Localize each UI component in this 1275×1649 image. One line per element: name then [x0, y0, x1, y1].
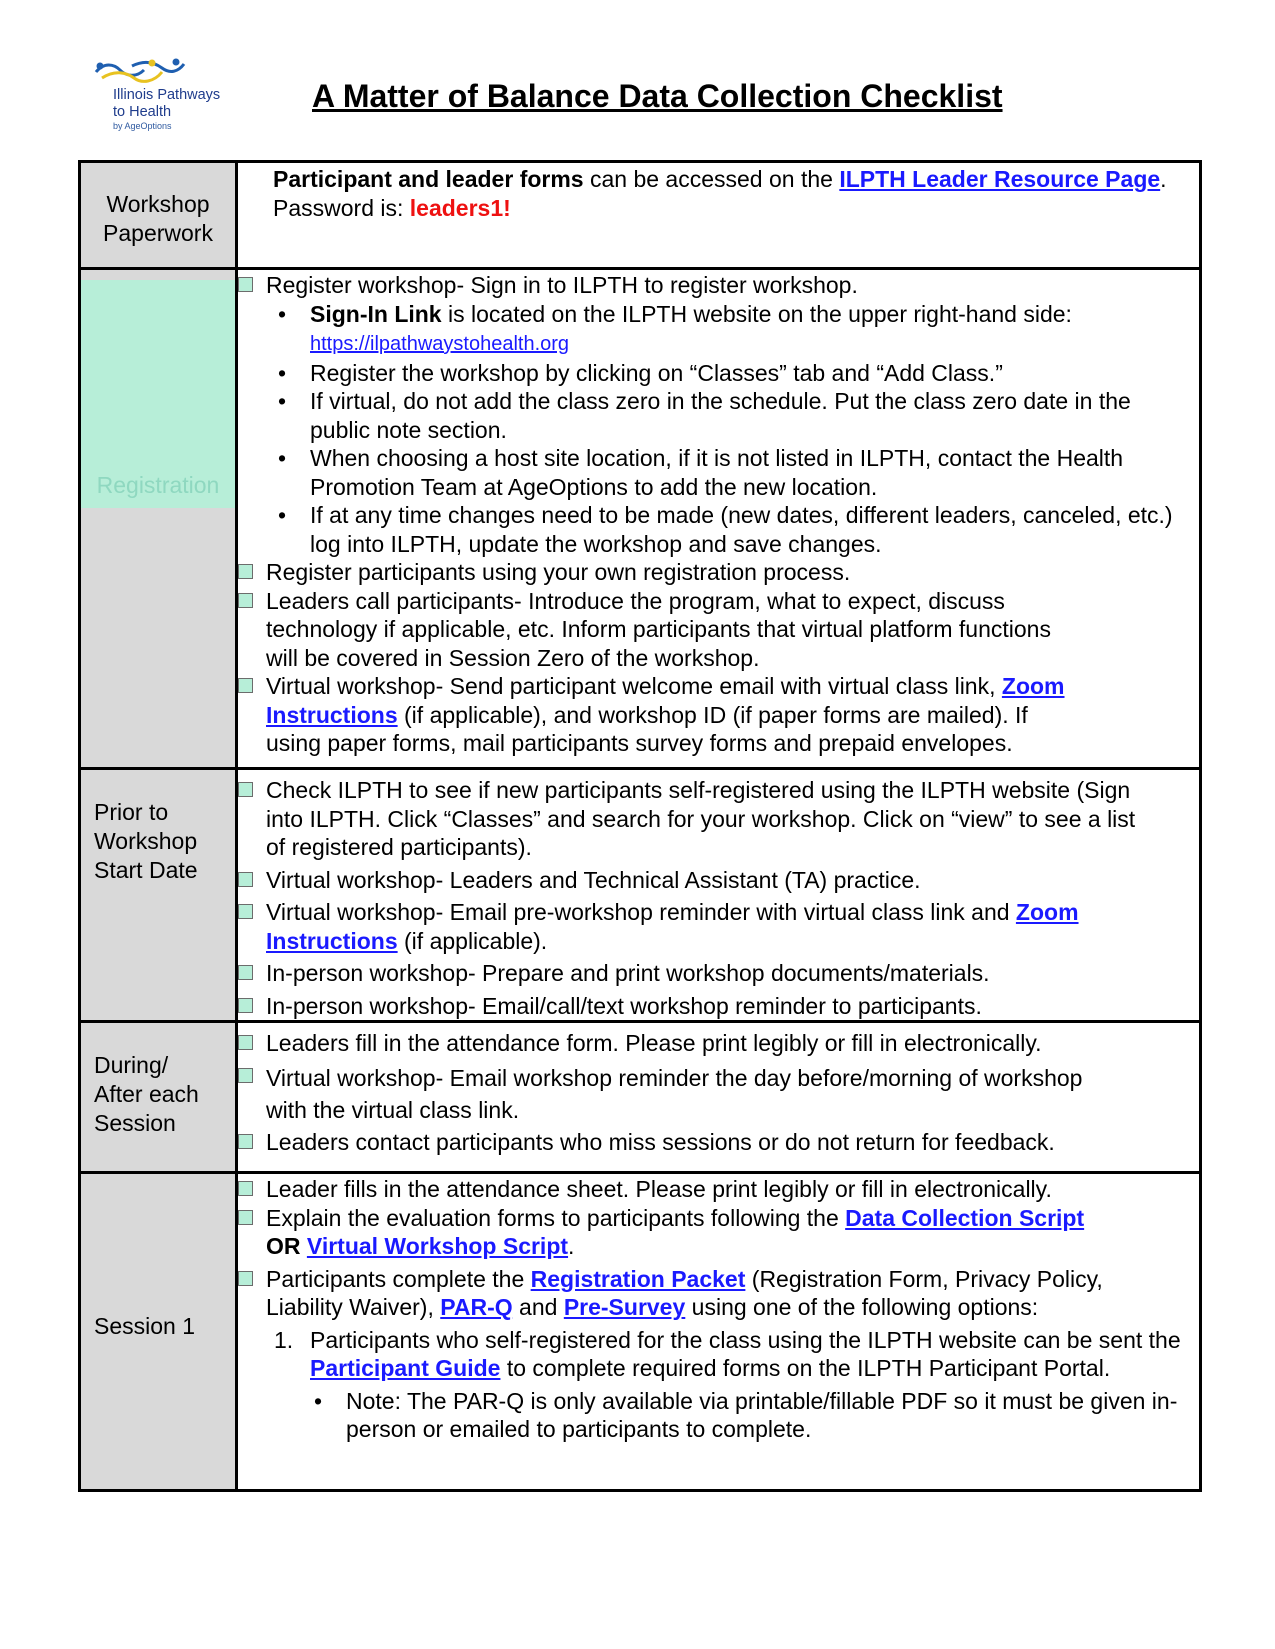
item-text: Virtual workshop- Send participant welcome email with virtual class link,	[266, 673, 1002, 699]
checklist-item	[238, 587, 1183, 673]
item-text: Virtual workshop- Email workshop reminder the day before/morning of workshop with the virtual class link.	[266, 1064, 1083, 1123]
checklist-item	[238, 1175, 1183, 1204]
paperwork-text-2: . Password is:	[273, 166, 1167, 221]
item-text: Leaders fill in the attendance form. Please print legibly or fill in electronically.	[266, 1030, 1042, 1056]
row-label-line: Start Date	[94, 857, 198, 883]
row-label-line: Workshop	[106, 191, 210, 217]
checkbox-icon[interactable]	[238, 1210, 253, 1225]
item-text: Check ILPTH to see if new participants self-registered using the ILPTH website (Sign into ILPTH. Click “Classes” and search for your workshop. Click on “view” to see a list of registered participants).	[266, 777, 1136, 860]
row-label-cell	[80, 269, 237, 769]
item-number: 1.	[274, 1326, 294, 1353]
sign-in-bold: Sign-In Link	[310, 300, 442, 327]
leader-resource-link[interactable]: ILPTH Leader Resource Page	[839, 166, 1161, 192]
checkbox-icon[interactable]	[238, 1271, 253, 1286]
checklist-item	[238, 1029, 1183, 1058]
logo-line-3: by AgeOptions	[113, 121, 172, 131]
item-text: Virtual workshop- Leaders and Technical Assistant (TA) practice.	[266, 866, 921, 893]
row-during-after-session	[80, 1022, 1201, 1173]
checklist-item	[238, 271, 1183, 300]
row-registration	[80, 269, 1201, 769]
item-text: Participants complete the	[266, 1265, 531, 1292]
paperwork-text-1: can be accessed on the	[583, 166, 840, 192]
logo-line-2: to Health	[113, 104, 172, 120]
row-content-cell	[237, 162, 1201, 269]
row-label-line: Paperwork	[103, 220, 213, 246]
checklist-item	[238, 898, 1183, 955]
checkbox-icon[interactable]	[238, 1181, 253, 1196]
checkbox-icon[interactable]	[238, 1134, 253, 1149]
participant-guide-link[interactable]: Participant Guide	[310, 1355, 501, 1381]
logo-text	[113, 87, 220, 132]
bullet-item: • Note: The PAR-Q is only available via printable/fillable PDF so it must be given in-person or emailed to participants to complete.	[346, 1387, 1183, 1444]
numbered-item	[274, 1326, 1183, 1444]
row-session-1	[80, 1173, 1201, 1491]
registration-packet-link[interactable]: Registration Packet	[530, 1265, 746, 1292]
item-text: and	[512, 1294, 564, 1320]
numbered-list	[238, 1326, 1183, 1444]
row-content-cell	[237, 1022, 1201, 1173]
row-label-line: Session	[94, 1110, 176, 1136]
row-label-cell	[80, 1022, 237, 1173]
item-text: Leaders call participants- Introduce the program, what to expect, discuss technology if applicable, etc. Inform participants that virtual platform functions will be covered in Session Zero of the workshop.	[266, 587, 1051, 671]
item-text: .	[568, 1233, 575, 1259]
bullet-text: is located on the ILPTH website on the upper right-hand side:	[441, 300, 1072, 327]
item-text: In-person workshop- Prepare and print workshop documents/materials.	[266, 960, 990, 986]
item-text: (if applicable).	[397, 927, 548, 954]
pre-survey-link[interactable]: Pre-Survey	[563, 1294, 686, 1320]
item-text: to complete required forms on the ILPTH Participant Portal.	[500, 1355, 1111, 1381]
checkbox-icon[interactable]	[238, 678, 253, 693]
page-title: A Matter of Balance Data Collection Checklist	[312, 78, 1003, 114]
row-label-cell	[80, 769, 237, 1022]
row-label-cell	[80, 1173, 237, 1491]
paperwork-bold: Participant and leader forms	[273, 166, 584, 192]
or-text: OR	[266, 1233, 301, 1259]
checkbox-icon[interactable]	[238, 1068, 253, 1083]
bullet-item: • If virtual, do not add the class zero in the schedule. Put the class zero date in the public note section.	[310, 387, 1183, 444]
row-label-line: Prior to	[94, 799, 169, 825]
row-content-cell	[237, 769, 1201, 1022]
item-text: (if applicable), and workshop ID (if paper forms are mailed). If using paper forms, mail participants survey forms and prepaid envelopes.	[266, 701, 1028, 756]
bullet-item: • Register the workshop by clicking on “Classes” tab and “Add Class.”	[310, 359, 1183, 388]
checklist-item	[238, 1062, 1183, 1126]
checkbox-icon[interactable]	[238, 872, 253, 887]
checklist-item	[238, 1128, 1183, 1157]
bullet-item: • If at any time changes need to be made (new dates, different leaders, canceled, etc.) log into ILPTH, update the workshop and save changes.	[310, 501, 1183, 558]
paperwork-text	[273, 163, 1183, 222]
item-text: Register workshop- Sign in to ILPTH to register workshop.	[266, 272, 858, 298]
checkbox-icon[interactable]	[238, 564, 253, 579]
row-content-cell	[237, 269, 1201, 769]
item-text: Virtual workshop- Email pre-workshop reminder with virtual class link and	[266, 899, 1016, 925]
row-label-cell	[80, 162, 237, 269]
checklist-item	[238, 1265, 1183, 1322]
checkbox-icon[interactable]	[238, 1035, 253, 1050]
item-text: Leaders contact participants who miss sessions or do not return for feedback.	[266, 1128, 1055, 1155]
checklist-item	[238, 672, 1183, 758]
item-text: In-person workshop- Email/call/text workshop reminder to participants.	[266, 992, 982, 1019]
checkbox-icon[interactable]	[238, 277, 253, 292]
row-content-cell	[237, 1173, 1201, 1491]
checkbox-icon[interactable]	[238, 782, 253, 797]
row-prior-to-start	[80, 769, 1201, 1022]
checklist-item	[238, 866, 1183, 895]
checklist-item	[238, 959, 1183, 988]
row-label-line: During/	[94, 1052, 169, 1078]
zoom-instructions-link[interactable]: Zoom Instructions	[266, 899, 1079, 954]
checkbox-icon[interactable]	[238, 998, 253, 1013]
ilpth-url-link[interactable]: https://ilpathwaystohealth.org	[310, 333, 570, 355]
checkbox-icon[interactable]	[238, 965, 253, 980]
par-q-link[interactable]: PAR-Q	[440, 1294, 513, 1320]
registration-label: Registration	[81, 280, 235, 508]
row-workshop-paperwork	[80, 162, 1201, 269]
bullet-list	[238, 300, 1183, 559]
logo-figures-icon	[92, 58, 202, 88]
row-label-line: Workshop	[94, 828, 198, 854]
password-value: leaders1!	[409, 194, 511, 221]
bullet-item: • When choosing a host site location, if it is not listed in ILPTH, contact the Health Promotion Team at AgeOptions to add the new location.	[310, 444, 1183, 501]
item-text: Register participants using your own registration process.	[266, 559, 851, 585]
item-text: Explain the evaluation forms to participants following the	[266, 1204, 846, 1231]
zoom-instructions-link[interactable]: Zoom Instructions	[266, 673, 1065, 728]
checkbox-icon[interactable]	[238, 904, 253, 919]
virtual-workshop-script-link[interactable]: Virtual Workshop Script	[306, 1233, 569, 1259]
checklist-table	[78, 160, 1202, 1492]
data-collection-script-link[interactable]: Data Collection Script	[845, 1204, 1085, 1231]
checklist-item	[238, 1204, 1183, 1261]
checklist-item	[238, 992, 1183, 1021]
item-text: using one of the following options:	[685, 1294, 1039, 1320]
checklist-item	[238, 558, 1183, 587]
item-text: Participants who self-registered for the class using the ILPTH website can be sent the	[310, 1326, 1181, 1353]
checklist-item	[238, 776, 1183, 862]
item-text: (Registration Form, Privacy Policy, Liability Waiver),	[266, 1265, 1103, 1320]
checkbox-icon[interactable]	[238, 593, 253, 608]
item-text: Leader fills in the attendance sheet. Please print legibly or fill in electronically.	[266, 1176, 1052, 1202]
row-label-line: After each	[94, 1081, 199, 1107]
row-label-line: Session 1	[94, 1313, 196, 1339]
bullet-item	[310, 300, 1183, 359]
logo-line-1: Illinois Pathways	[113, 87, 221, 103]
sub-bullet-list	[310, 1387, 1183, 1444]
